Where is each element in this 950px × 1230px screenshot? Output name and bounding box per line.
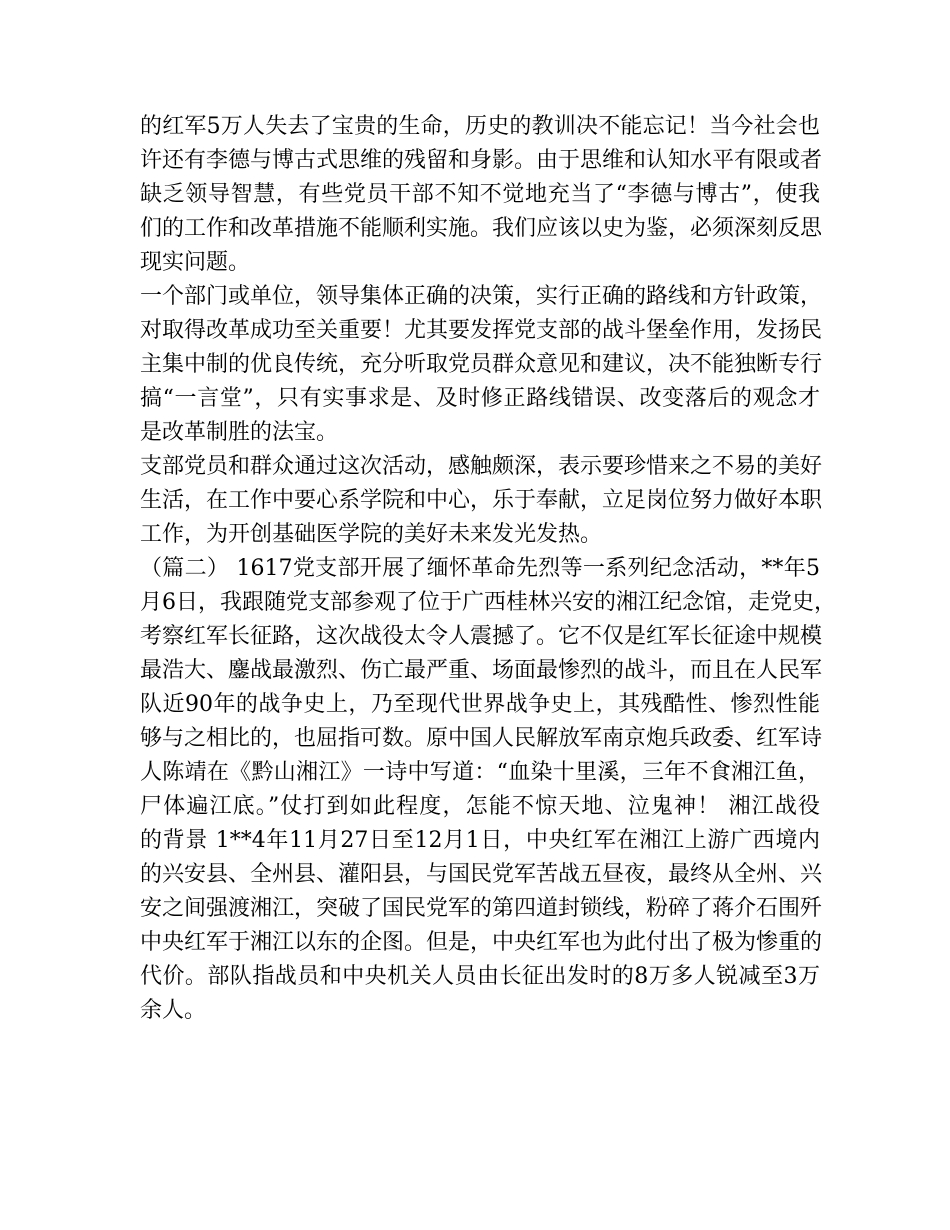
- text-line: 支部党员和群众通过这次活动，感触颇深，表示要珍惜来之不易的美好: [140, 454, 823, 479]
- text-line: 现实问题。: [140, 250, 251, 275]
- text-line: 主集中制的优良传统，充分听取党员群众意见和建议，决不能独断专行: [140, 352, 823, 377]
- text-line: 队近90年的战争史上，乃至现代世界战争史上，其残酷性、惨烈性能: [140, 692, 820, 717]
- text-line: 的红军5万人失去了宝贵的生命，历史的教训决不能忘记！当今社会也: [140, 114, 820, 139]
- text-line: 安之间强渡湘江，突破了国民党军的第四道封锁线，粉碎了蒋介石围歼: [140, 896, 823, 921]
- text-line: 代价。部队指战员和中央机关人员由长征出发时的8万多人锐减至3万: [140, 964, 820, 989]
- text-line: 们的工作和改革措施不能顺利实施。我们应该以史为鉴，必须深刻反思: [140, 216, 823, 241]
- document-body: [140, 110, 836, 1028]
- text-line: 搞“一言堂”，只有实事求是、及时修正路线错误、改变落后的观念才: [140, 386, 820, 411]
- text-line: 的兴安县、全州县、灌阳县，与国民党军苦战五昼夜，最终从全州、兴: [140, 862, 823, 887]
- text-line: 最浩大、鏖战最激烈、伤亡最严重、场面最惨烈的战斗，而且在人民军: [140, 658, 823, 683]
- text-line: 一个部门或单位，领导集体正确的决策，实行正确的路线和方针政策，: [140, 284, 823, 309]
- text-line: 考察红军长征路，这次战役太令人震撼了。它不仅是红军长征途中规模: [140, 624, 823, 649]
- text-line: 工作，为开创基础医学院的美好未来发光发热。: [140, 522, 603, 547]
- text-line: 对取得改革成功至关重要！尤其要发挥党支部的战斗堡垒作用，发扬民: [140, 318, 823, 343]
- text-line: 人陈靖在《黔山湘江》一诗中写道：“血染十里溪，三年不食湘江鱼，: [140, 760, 820, 785]
- text-line: 尸体遍江底。”仗打到如此程度，怎能不惊天地、泣鬼神！ 湘江战役: [140, 794, 820, 819]
- text-line: 生活，在工作中要心系学院和中心，乐于奉献，立足岗位努力做好本职: [140, 488, 823, 513]
- text-line: 的背景 1**4年11月27日至12月1日，中央红军在湘江上游广西境内: [140, 828, 820, 853]
- text-line: 够与之相比的，也屈指可数。原中国人民解放军南京炮兵政委、红军诗: [140, 726, 823, 751]
- text-line: 月6日，我跟随党支部参观了位于广西桂林兴安的湘江纪念馆，走党史，: [140, 590, 836, 615]
- text-line: 缺乏领导智慧，有些党员干部不知不觉地充当了“李德与博古”，使我: [140, 182, 820, 207]
- text-line: 余人。: [140, 998, 207, 1023]
- text-line: 许还有李德与博古式思维的残留和身影。由于思维和认知水平有限或者: [140, 148, 823, 173]
- text-line: 中央红军于湘江以东的企图。但是，中央红军也为此付出了极为惨重的: [140, 930, 823, 955]
- text-line: 是改革制胜的法宝。: [140, 420, 339, 445]
- text-line: （篇二） 1617党支部开展了缅怀革命先烈等一系列纪念活动，**年5: [140, 556, 820, 581]
